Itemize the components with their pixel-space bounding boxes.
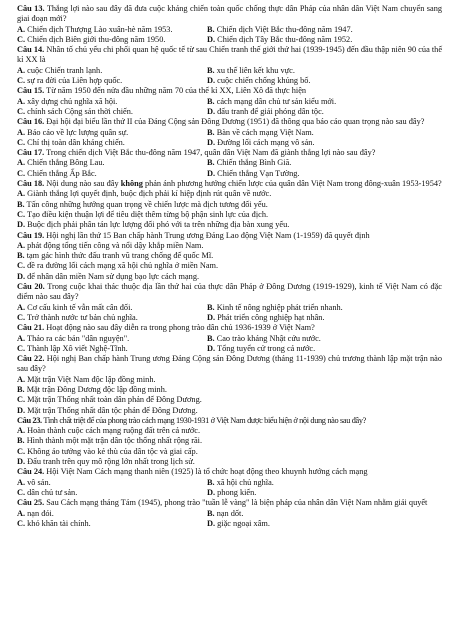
option-letter: C. xyxy=(17,137,26,147)
option-text: sự ra đời của Liên hợp quốc. xyxy=(27,76,123,86)
question-keyword: không xyxy=(120,179,143,189)
answer-option[interactable] xyxy=(207,35,442,45)
options-row xyxy=(17,107,442,117)
option-letter: C. xyxy=(17,487,26,497)
question-block xyxy=(17,498,442,529)
question-number: Câu 13. xyxy=(17,4,45,13)
question-text-lead: Nội dung nào sau đây xyxy=(46,179,119,189)
option-letter: C. xyxy=(17,261,26,271)
answer-option[interactable] xyxy=(17,313,207,323)
question-text: Tình chất triệt để của phong trào cách mạng 1930-1931 ở Việt Nam được biểu hiện ở nội dung nào sau đây? xyxy=(43,415,366,425)
option-letter: A. xyxy=(17,508,26,518)
option-text: giặc ngoại xâm. xyxy=(217,518,270,528)
option-letter: A. xyxy=(17,158,26,168)
option-letter: D. xyxy=(17,405,26,415)
options-row xyxy=(17,76,442,86)
answer-option[interactable] xyxy=(17,406,442,416)
option-letter: A. xyxy=(17,302,26,312)
answer-option[interactable] xyxy=(207,25,442,35)
answer-option[interactable] xyxy=(17,344,207,354)
options-row xyxy=(17,488,442,498)
answer-option[interactable] xyxy=(17,210,442,220)
question-block xyxy=(17,86,442,117)
option-letter: D. xyxy=(207,343,216,353)
option-text: đề ra đường lối cách mạng xã hội chủ nghĩa ở miền Nam. xyxy=(27,261,219,271)
question-text: phản ánh phương hướng chiến lược của quân dân Việt Nam trong đông-xuân 1953-1954? xyxy=(144,179,442,189)
answer-option[interactable] xyxy=(17,220,442,230)
answer-option[interactable] xyxy=(207,509,442,519)
question-stem xyxy=(17,467,442,477)
option-text: nạn đói. xyxy=(27,508,54,518)
answer-option[interactable] xyxy=(17,303,207,313)
option-text: xã hội chủ nghĩa. xyxy=(216,477,274,487)
question-number: Câu 15. xyxy=(17,86,45,96)
option-letter: B. xyxy=(17,199,25,209)
option-text: Chiến thắng Ấp Bắc. xyxy=(27,168,97,178)
answer-option[interactable] xyxy=(17,241,442,251)
option-text: nạn dốt. xyxy=(216,508,244,518)
option-letter: D. xyxy=(207,76,216,86)
option-text: Chiến thắng Vạn Tường. xyxy=(217,168,300,178)
option-text: Phát triển công nghiệp hạt nhân. xyxy=(217,312,325,322)
answer-option[interactable] xyxy=(207,488,442,498)
question-stem xyxy=(17,231,442,241)
question-stem xyxy=(17,148,442,158)
question-text: Trong chiến dịch Việt Bắc thu-đông năm 1947, quân dân Việt Nam đã giành thắng lợi nào sau đây? xyxy=(46,148,376,158)
question-block xyxy=(17,4,442,45)
answer-option[interactable] xyxy=(207,303,442,313)
option-letter: C. xyxy=(17,312,26,322)
question-block xyxy=(17,148,442,179)
options-row xyxy=(17,303,442,313)
option-text: xu thế liên kết khu vực. xyxy=(216,65,295,75)
option-text: Bàn về cách mạng Việt Nam. xyxy=(216,127,314,137)
option-letter: C. xyxy=(17,168,26,178)
option-letter: B. xyxy=(207,508,215,518)
option-text: Đấu tranh trên quy mô rộng lớn nhất trong lịch sử. xyxy=(27,457,195,467)
option-letter: A. xyxy=(17,333,26,343)
option-text: dân chủ tư sản. xyxy=(27,487,78,497)
option-text: Thảo ra các bản "dân nguyện". xyxy=(27,333,130,343)
option-text: Mặt trận Đông Dương độc lập đồng minh. xyxy=(26,384,167,394)
option-text: phong kiến. xyxy=(217,487,257,497)
question-text: Thắng lợi nào sau đây đã đưa cuộc kháng chiến toàn quốc chống thực dân Pháp của nhân dân Việt Nam chuyển sang giai đoạn mới? xyxy=(17,4,442,24)
option-text: Chiến thắng Bông Lau. xyxy=(27,158,105,168)
answer-option[interactable] xyxy=(207,128,442,138)
option-letter: C. xyxy=(17,518,26,528)
option-text: Cao trào kháng Nhật cứu nước. xyxy=(216,333,321,343)
answer-option[interactable] xyxy=(17,158,207,168)
option-text: để nhân dân miền Nam sử dụng bạo lực cách mạng. xyxy=(27,271,200,281)
option-text: vô sản. xyxy=(27,477,51,487)
answer-option[interactable] xyxy=(17,447,442,457)
answer-option[interactable] xyxy=(17,189,442,199)
answer-option[interactable] xyxy=(207,478,442,488)
answer-option[interactable] xyxy=(207,76,442,86)
question-number: Câu 19. xyxy=(17,230,45,240)
question-block xyxy=(17,45,442,86)
question-text: Đại hội đại biểu lần thứ II của Đảng Cộng sản Đông Dương (1951) đã thông qua báo cáo quan trọng nào sau đây? xyxy=(46,117,425,127)
options-row xyxy=(17,128,442,138)
answer-option[interactable] xyxy=(17,436,442,446)
option-letter: D. xyxy=(17,220,26,230)
answer-option[interactable] xyxy=(17,76,207,86)
answer-option[interactable] xyxy=(207,344,442,354)
answer-option[interactable] xyxy=(17,395,442,405)
option-text: Chiến dịch Biên giới thu-đông năm 1950. xyxy=(27,34,166,44)
answer-option[interactable] xyxy=(17,478,207,488)
question-stem xyxy=(17,4,442,25)
answer-option[interactable] xyxy=(207,138,442,148)
option-text: tạm gác hình thức đấu tranh vũ trang chống đế quốc Mĩ. xyxy=(26,251,214,261)
option-text: Tạo điều kiện thuận lợi để tiêu diệt thêm từng bộ phận sinh lực của địch. xyxy=(27,209,269,219)
question-block xyxy=(17,179,442,230)
answer-option[interactable] xyxy=(17,138,207,148)
option-letter: D. xyxy=(207,487,216,497)
option-letter: D. xyxy=(207,137,216,147)
option-letter: A. xyxy=(17,477,26,487)
options-row xyxy=(17,35,442,45)
question-number: Câu 24. xyxy=(17,467,45,477)
option-text: Tổng tuyển cử trong cả nước. xyxy=(217,343,316,353)
option-text: đấu tranh để giải phóng dân tộc. xyxy=(217,106,324,116)
option-letter: C. xyxy=(17,34,26,44)
options-row xyxy=(17,138,442,148)
option-text: Đường lối cách mạng vô sản. xyxy=(217,137,315,147)
option-letter: A. xyxy=(17,426,26,436)
option-letter: C. xyxy=(17,343,26,353)
option-letter: D. xyxy=(207,518,216,528)
option-letter: A. xyxy=(17,24,26,34)
question-text: Trong cuộc khai thác thuộc địa lần thứ hai của thực dân Pháp ở Đông Dương (1919-1929), kinh tế Việt Nam có đặc điểm nào sau đây? xyxy=(17,282,442,302)
option-letter: B. xyxy=(207,302,215,312)
option-text: Hoàn thành cuộc cách mạng ruộng đất trên cả nước. xyxy=(27,426,201,436)
option-text: Trở thành nước tư bản chủ nghĩa. xyxy=(27,312,138,322)
question-text: Nhân tố chủ yếu chi phối quan hệ quốc tế từ sau Chiến tranh thế giới thứ hai (1939-1945) đến đầu thập niên 90 của thế kỉ XX là xyxy=(17,45,443,65)
options-row xyxy=(17,478,442,488)
option-letter: B. xyxy=(207,333,215,343)
question-stem xyxy=(17,416,442,426)
answer-option[interactable] xyxy=(17,261,442,271)
options-row xyxy=(17,313,442,323)
option-letter: A. xyxy=(17,189,26,199)
option-text: Mặt trận Thống nhất dân tộc phản đế Đông Dương. xyxy=(27,405,198,415)
question-number: Câu 16. xyxy=(17,117,45,127)
question-block xyxy=(17,416,442,467)
option-text: cuộc Chiến tranh lạnh. xyxy=(27,65,103,75)
answer-option[interactable] xyxy=(207,107,442,117)
answer-option[interactable] xyxy=(17,169,207,179)
question-stem xyxy=(17,498,442,508)
option-letter: B. xyxy=(207,477,215,487)
question-block xyxy=(17,117,442,148)
option-letter: D. xyxy=(207,34,216,44)
option-letter: D. xyxy=(207,106,216,116)
option-letter: A. xyxy=(17,240,26,250)
question-number: Câu 18. xyxy=(17,179,45,189)
answer-option[interactable] xyxy=(17,509,207,519)
option-letter: A. xyxy=(17,374,26,384)
answer-option[interactable] xyxy=(17,426,442,436)
option-text: chính sách Cộng sản thời chiến. xyxy=(27,106,133,116)
option-letter: A. xyxy=(17,96,26,106)
option-letter: D. xyxy=(17,457,26,467)
question-block xyxy=(17,323,442,354)
question-stem xyxy=(17,117,442,127)
answer-option[interactable] xyxy=(207,158,442,168)
option-letter: C. xyxy=(17,76,26,86)
option-text: Giành thắng lợi quyết định, buộc địch phải kí hiệp định rút quân về nước. xyxy=(27,189,272,199)
answer-option[interactable] xyxy=(17,251,442,261)
answer-option[interactable] xyxy=(17,66,207,76)
option-text: khó khăn tài chính. xyxy=(27,518,91,528)
option-letter: B. xyxy=(207,127,215,137)
question-text: Hoạt động nào sau đây diễn ra trong phong trào dân chủ 1936-1939 ở Việt Nam? xyxy=(46,323,315,333)
answer-option[interactable] xyxy=(17,128,207,138)
option-letter: D. xyxy=(207,312,216,322)
option-text: Kinh tế nông nghiệp phát triển nhanh. xyxy=(216,302,343,312)
option-letter: B. xyxy=(207,96,215,106)
question-stem xyxy=(17,179,442,189)
option-text: cuộc chiến chống khủng bố. xyxy=(217,76,311,86)
option-letter: D. xyxy=(207,168,216,178)
options-row xyxy=(17,66,442,76)
option-text: Báo cáo về lực lượng quân sự. xyxy=(27,127,129,137)
options-row xyxy=(17,158,442,168)
question-number: Câu 17. xyxy=(17,148,45,158)
answer-option[interactable] xyxy=(17,488,207,498)
answer-option[interactable] xyxy=(17,25,207,35)
options-row xyxy=(17,169,442,179)
option-text: phát động tổng tiến công và nổi dậy khắp miền Nam. xyxy=(27,240,204,250)
option-text: Buộc địch phải phân tán lực lượng đối phó với ta trên những địa bàn xung yếu. xyxy=(27,220,290,230)
answer-option[interactable] xyxy=(17,107,207,117)
question-text: Hội nghị Ban chấp hành Trung ương Đảng Cộng sản Đông Dương (tháng 11-1939) chủ trương thành lập mặt trận nào sau đây? xyxy=(17,354,442,374)
answer-option[interactable] xyxy=(17,200,442,210)
options-row xyxy=(17,334,442,344)
options-row xyxy=(17,97,442,107)
options-row xyxy=(17,25,442,35)
question-stem xyxy=(17,45,442,66)
question-stem xyxy=(17,86,442,96)
option-text: Chỉ thị toàn dân kháng chiến. xyxy=(27,137,125,147)
option-letter: B. xyxy=(207,158,215,168)
option-text: Chiến dịch Việt Bắc thu-đông năm 1947. xyxy=(216,24,353,34)
option-letter: A. xyxy=(17,127,26,137)
answer-option[interactable] xyxy=(207,519,442,529)
question-stem xyxy=(17,323,442,333)
option-text: Chiến thắng Bình Giã. xyxy=(216,158,292,168)
option-text: Tấn công những hướng quan trọng về chiến lược mà địch tương đối yếu. xyxy=(26,199,268,209)
option-text: Mặt trận Việt Nam độc lập đồng minh. xyxy=(27,374,156,384)
question-stem xyxy=(17,282,442,303)
option-letter: B. xyxy=(17,384,25,394)
question-number: Câu 22. xyxy=(17,354,45,364)
option-text: Hình thành một mặt trận dân tộc thống nhất rộng rãi. xyxy=(26,436,203,446)
question-number: Câu 14. xyxy=(17,45,45,55)
answer-option[interactable] xyxy=(17,519,207,529)
option-letter: A. xyxy=(17,65,26,75)
question-stem xyxy=(17,354,442,375)
question-block xyxy=(17,467,442,498)
options-row xyxy=(17,519,442,529)
answer-option[interactable] xyxy=(17,334,207,344)
option-letter: C. xyxy=(17,106,26,116)
option-letter: B. xyxy=(17,251,25,261)
option-letter: B. xyxy=(207,65,215,75)
options-row xyxy=(17,509,442,519)
answer-option[interactable] xyxy=(17,375,442,385)
option-letter: B. xyxy=(207,24,215,34)
option-letter: C. xyxy=(17,446,26,456)
question-block xyxy=(17,231,442,282)
option-text: Mặt trận Thống nhất toàn dân phản đế Đông Dương. xyxy=(27,395,202,405)
answer-option[interactable] xyxy=(207,334,442,344)
option-letter: C. xyxy=(17,209,26,219)
answer-option[interactable] xyxy=(17,385,442,395)
option-text: Không ảo tưởng vào kẻ thù của dân tộc và giai cấp. xyxy=(27,446,198,456)
question-text: Sau Cách mạng tháng Tám (1945), phong trào "tuần lễ vàng" là biện pháp của nhân dân Việt Nam nhằm giải quyết xyxy=(46,498,428,508)
option-letter: B. xyxy=(17,436,25,446)
answer-option[interactable] xyxy=(17,97,207,107)
answer-option[interactable] xyxy=(207,169,442,179)
option-text: Chiến dịch Tây Bắc thu-đông năm 1952. xyxy=(217,34,353,44)
options-row xyxy=(17,344,442,354)
question-number: Câu 21. xyxy=(17,323,45,333)
option-letter: C. xyxy=(17,395,26,405)
answer-option[interactable] xyxy=(17,272,442,282)
answer-option[interactable] xyxy=(207,313,442,323)
question-number: Câu 20. xyxy=(17,282,45,292)
answer-option[interactable] xyxy=(207,66,442,76)
question-number: Câu 23. xyxy=(17,415,42,425)
option-text: Cơ cấu kinh tế vẫn mất cân đối. xyxy=(27,302,133,312)
answer-option[interactable] xyxy=(207,97,442,107)
option-text: Chiến dịch Thượng Lào xuân-hè năm 1953. xyxy=(27,24,173,34)
question-text: Từ năm 1950 đến nửa đầu những năm 70 của thế kỉ XX, Liên Xô đã thực hiện xyxy=(46,86,307,96)
option-text: cách mạng dân chủ tư sản kiểu mới. xyxy=(216,96,337,106)
option-letter: D. xyxy=(17,271,26,281)
question-text: Hội Việt Nam Cách mạng thanh niên (1925) là tổ chức hoạt động theo khuynh hướng cách mạng xyxy=(46,467,368,477)
option-text: Thành lập Xô viết Nghệ-Tĩnh. xyxy=(27,343,128,353)
answer-option[interactable] xyxy=(17,457,442,467)
question-text: Hội nghị lần thứ 15 Ban chấp hành Trung ương Đảng Lao động Việt Nam (1-1959) đã quyết định xyxy=(46,230,370,240)
answer-option[interactable] xyxy=(17,35,207,45)
question-block xyxy=(17,354,442,416)
question-number: Câu 25. xyxy=(17,498,45,508)
option-text: xây dựng chủ nghĩa xã hội. xyxy=(27,96,118,106)
question-block xyxy=(17,282,442,323)
